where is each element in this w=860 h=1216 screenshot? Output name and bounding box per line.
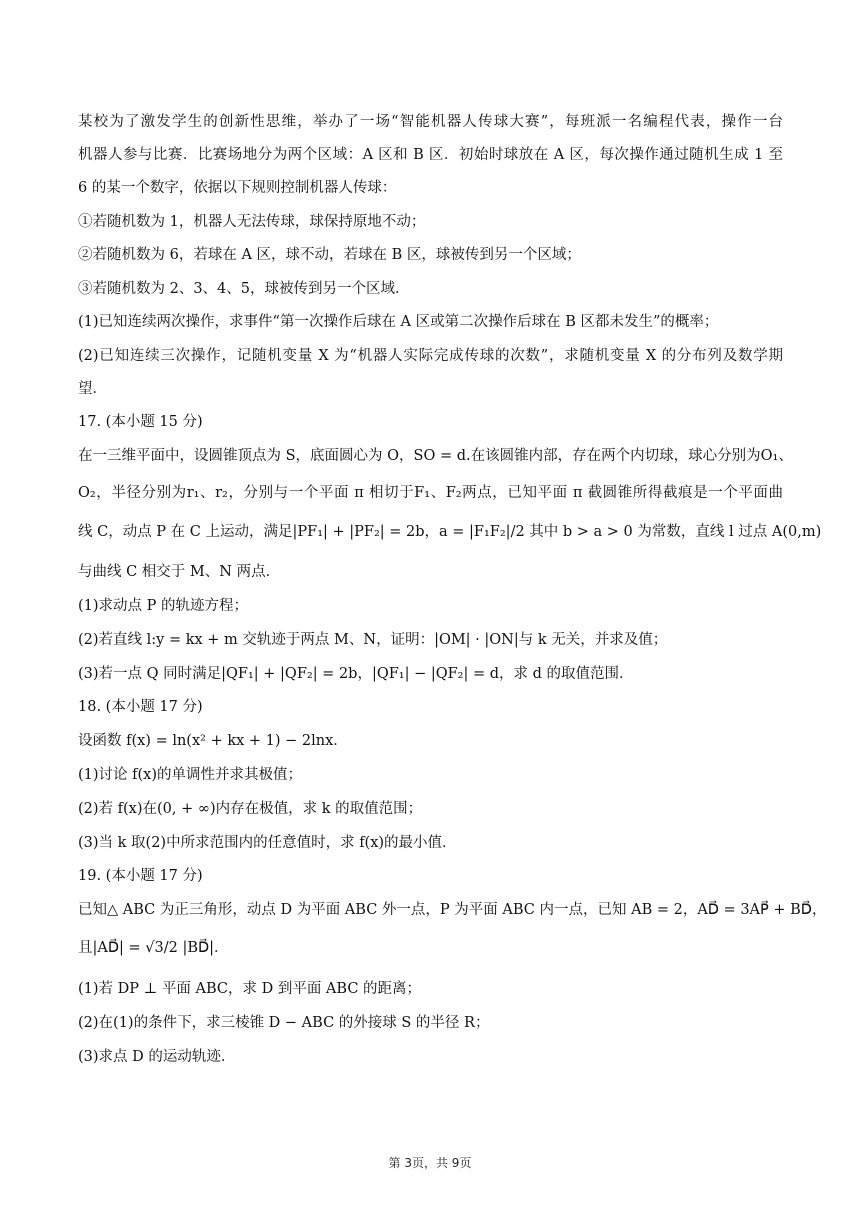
problem17-text-line-4: 与曲线 C 相交于 M、N 两点．: [78, 564, 281, 580]
page-number-footer: 第 3页，共 9页: [388, 1156, 472, 1170]
problem17-part-2: (2)若直线 l:y = kx + m 交轨迹于两点 M、N，证明：|OM| · |ON|与 k 无关，并求及值；: [78, 632, 668, 648]
rule-2: ②若随机数为 6，若球在 A 区，球不动，若球在 B 区，球被传到另一个区域；: [78, 247, 581, 263]
problem19-header: 19. (本小题 17 分): [78, 868, 203, 884]
problem19-part-2: (2)在(1)的条件下，求三棱锥 D − ABC 的外接球 S 的半径 R；: [78, 1015, 490, 1031]
rule-3: ③若随机数为 2、3、4、5，球被传到另一个区域．: [78, 281, 410, 297]
problem16-part-2: (2)已知连续三次操作，记随机变量 X 为“机器人实际完成传球的次数”，求随机变量 X 的分布列及数学期: [78, 348, 783, 364]
problem16-text-line-3: 6 的某一个数字，依据以下规则控制机器人传球：: [78, 180, 397, 196]
problem19-part-3: (3)求点 D 的运动轨迹．: [78, 1049, 236, 1065]
problem17-part-1: (1)求动点 P 的轨迹方程；: [78, 598, 249, 614]
problem16-text-line-1: 某校为了激发学生的创新性思维，举办了一场“智能机器人传球大赛”，每班派一名编程代表，操作一台: [78, 114, 783, 130]
problem17-part-3: (3)若一点 Q 同时满足|QF₁| + |QF₂| = 2b，|QF₁| − |QF₂| = d，求 d 的取值范围．: [78, 666, 634, 682]
problem18-part-2: (2)若 f(x)在(0, + ∞)内存在极值，求 k 的取值范围；: [78, 801, 423, 817]
problem18-text: 设函数 f(x) = ln(x² + kx + 1) − 2lnx．: [78, 733, 348, 749]
problem19-part-1: (1)若 DP ⊥ 平面 ABC，求 D 到平面 ABC 的距离；: [78, 981, 422, 997]
problem19-text-line-2: 且|AD⃗| = √3/2 |BD⃗|．: [78, 940, 229, 956]
problem17-header: 17. (本小题 15 分): [78, 414, 203, 430]
problem16-text-line-2: 机器人参与比赛．比赛场地分为两个区域：A 区和 B 区．初始时球放在 A 区，每次操作通过随机生成 1 至: [78, 147, 783, 163]
problem18-part-1: (1)讨论 f(x)的单调性并求其极值；: [78, 767, 303, 783]
problem18-part-3: (3)当 k 取(2)中所求范围内的任意值时，求 f(x)的最小值．: [78, 835, 457, 851]
problem17-text-line-3: 线 C，动点 P 在 C 上运动，满足|PF₁| + |PF₂| = 2b，a = |F₁F₂|/2 其中 b > a > 0 为常数，直线 l 过点 A(0,m): [78, 524, 822, 540]
problem19-text-line-1: 已知△ ABC 为正三角形，动点 D 为平面 ABC 外一点，P 为平面 ABC 内一点，已知 AB = 2，AD⃗ = 3AP⃗ + BD⃗，: [78, 902, 827, 918]
problem17-text-line-1: 在一三维平面中，设圆锥顶点为 S，底面圆心为 O，SO = d.在该圆锥内部，存在两个内切球，球心分别为O₁、: [78, 448, 793, 464]
problem18-header: 18. (本小题 17 分): [78, 699, 203, 715]
problem17-text-line-2: O₂，半径分别为r₁、r₂，分别与一个平面 π 相切于F₁、F₂两点，已知平面 π 截圆锥所得截痕是一个平面曲: [78, 485, 783, 501]
rule-1: ①若随机数为 1，机器人无法传球，球保持原地不动；: [78, 214, 426, 230]
problem16-part-2-cont: 望．: [78, 381, 107, 397]
problem16-part-1: (1)已知连续两次操作，求事件“第一次操作后球在 A 区或第二次操作后球在 B 区都未发生”的概率；: [78, 314, 719, 330]
